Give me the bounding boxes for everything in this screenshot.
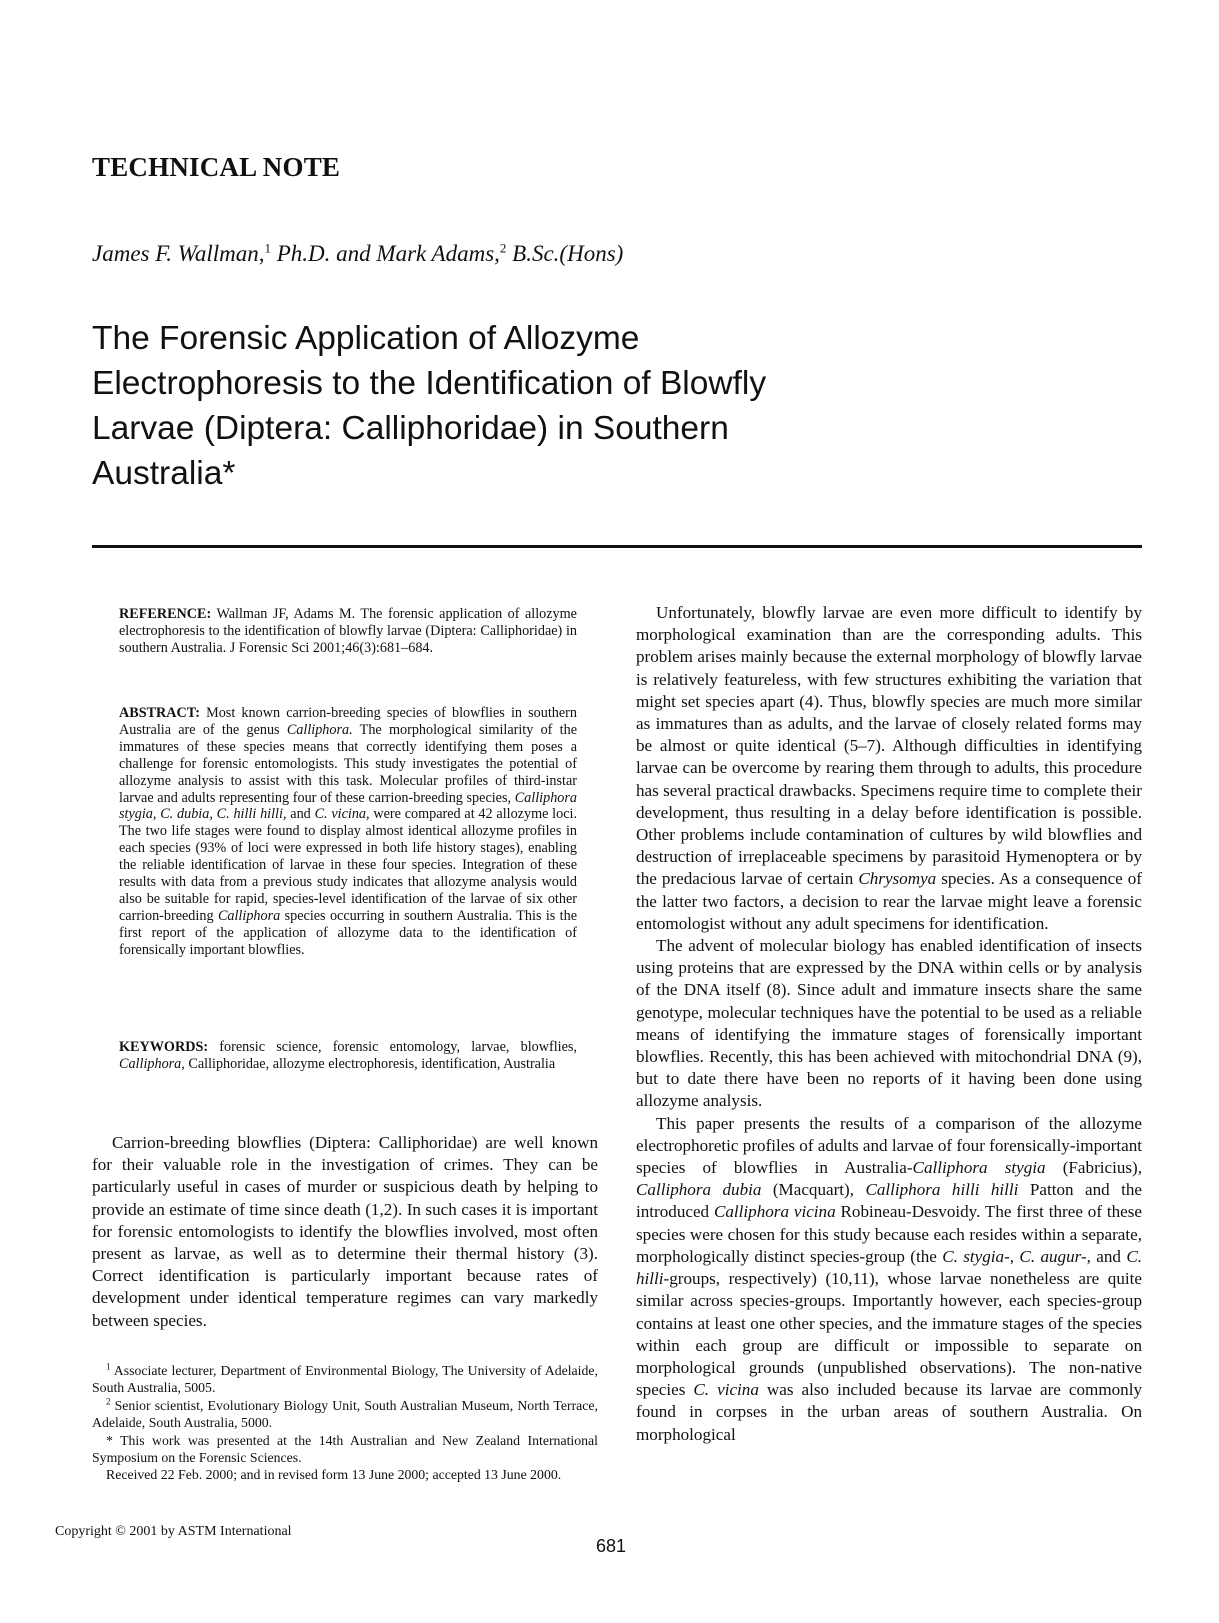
- paragraph-text: (Fabricius),: [1062, 1158, 1143, 1178]
- species-name: Calliphora dubia: [636, 1180, 762, 1200]
- footnote-text: Senior scientist, Evolutionary Biology Unit, South Australian Museum, North Terrace, Adelaide, South Australia, 5000.: [92, 1397, 598, 1431]
- author-line: [92, 241, 623, 267]
- title-divider: [92, 545, 1142, 548]
- author-1-name: James F. Wallman,: [92, 241, 265, 266]
- abstract-species: C. vicina,: [314, 806, 370, 823]
- paragraph-text: -groups, respectively) (10,11), whose larvae nonetheless are quite similar across species-groups. Importantly however, each species-group contains at least one other species, and the immature stages of the species within each group are difficult or impossible to separate on morphological grounds (unpublished observations). The non-native species: [636, 1269, 1142, 1400]
- footnote-2: [92, 1397, 598, 1432]
- body-paragraph: Carrion-breeding blowflies (Diptera: Calliphoridae) are well known for their valuable role in the investigation of crimes. They can be particularly useful in cases of murder or suspicious death by helping to provide an estimate of time since death (1,2). In such cases it is important for forensic entomologists to identify the blowflies involved, most often present as larvae, as well as to determine their thermal history (3). Correct identification is particularly important because rates of development under identical temperature regimes can vary markedly between species.: [92, 1133, 598, 1330]
- abstract-label: ABSTRACT:: [119, 705, 200, 721]
- footnote-1: [92, 1362, 598, 1397]
- paragraph-text: This paper presents the results of a comparison of the allozyme electrophoretic profiles of adults and larvae of four forensically-important species of blowflies in Australia-: [636, 1113, 1142, 1178]
- body-paragraph: The advent of molecular biology has enabled identification of insects using proteins that are expressed by the DNA within cells or by analysis of the DNA itself (8). Since adult and immature insects share the same genotype, molecular techniques have the potential to be used as a reliable means of identifying the immature stages of forensically important blowflies. Recently, this has been achieved with mitochondrial DNA (9), but to date there have been no reports of it having been done using allozyme analysis.: [636, 936, 1142, 1111]
- copyright-notice: Copyright © 2001 by ASTM International: [55, 1524, 292, 1539]
- keywords-label: KEYWORDS:: [119, 1039, 209, 1055]
- reference-block: [119, 606, 577, 657]
- body-column-left: [92, 1132, 598, 1332]
- reference-text: Wallman JF, Adams M. The forensic application of allozyme electrophoresis to the identification of blowfly larvae (Diptera: Calliphoridae) in southern Australia. J Forensic Sci 2001;46(3):681–684.: [119, 606, 577, 656]
- species-group-names: C. hilli: [636, 1246, 1143, 1289]
- title-line: Larvae (Diptera: Calliphoridae) in Southern: [92, 410, 729, 447]
- species-name: Calliphora stygia: [912, 1158, 1046, 1178]
- footnote-mark: 2: [106, 1396, 111, 1407]
- abstract-species: Calliphora stygia, C. dubia, C. hilli hilli,: [119, 789, 577, 823]
- footnotes: [92, 1362, 598, 1484]
- species-name: Calliphora vicina: [713, 1202, 836, 1222]
- author-2-degree: B.Sc.(Hons): [506, 241, 624, 266]
- paper-title: [92, 316, 872, 496]
- species-group-names: C. stygia-, C. augur-,: [942, 1246, 1091, 1266]
- author-1-degree-and-author-2-name: Ph.D. and Mark Adams,: [271, 241, 500, 266]
- keywords-block: [119, 1039, 577, 1073]
- body-column-right: [636, 602, 1142, 1446]
- keywords-text: Calliphoridae, allozyme electrophoresis, identification, Australia: [188, 1055, 556, 1072]
- reference-label: REFERENCE:: [119, 606, 212, 622]
- abstract-text: and: [290, 806, 311, 823]
- species-name: C. vicina: [693, 1380, 759, 1400]
- abstract-block: [119, 705, 577, 959]
- abstract-text: Most known carrion-breeding species of blowflies in southern Australia are of the genus: [119, 705, 577, 738]
- paragraph-text: Robineau-Desvoidy. The first three of these species were chosen for this study because each resides within a separate, morphologically distinct species-group (the: [636, 1202, 1142, 1266]
- paragraph-text: Patton and the introduced: [636, 1180, 1142, 1222]
- affiliation-mark-2: 2: [499, 240, 507, 256]
- paragraph-text: (Macquart),: [772, 1180, 854, 1200]
- paragraph-text: was also included because its larvae are commonly found in corpses in the urban areas of southern Australia. On morphological: [636, 1380, 1143, 1444]
- abstract-text: species occurring in southern Australia. This is the first report of the application of allozyme data to the identification of forensically important blowflies.: [119, 907, 578, 958]
- footnote-mark: 1: [106, 1361, 111, 1372]
- page-number: 681: [596, 1536, 627, 1556]
- species-name: Calliphora hilli hilli: [865, 1180, 1019, 1200]
- paragraph-text: and: [1096, 1246, 1121, 1266]
- title-line: Australia*: [92, 455, 236, 492]
- paragraph-text: Unfortunately, blowfly larvae are even more difficult to identify by morphological examination than are the corresponding adults. This problem arises mainly because the external morphology of blowfly larvae is relatively featureless, with few structures exhibiting the variation that might set species apart (4). Thus, blowfly species are much more similar as immatures than as adults, and the larvae of closely related forms may be almost or quite identical (5–7). Although difficulties in identifying larvae can be overcome by rearing them through to adults, this procedure has several practical drawbacks. Specimens require time to complete their development, thus resulting in a delay before identification is possible. Other problems include contamination of cultures by wild blowflies and destruction of irreplaceable specimens by parasitoid Hymenoptera or by the predacious larvae of certain: [636, 603, 1142, 889]
- keywords-text: forensic science, forensic entomology, larvae, blowflies,: [219, 1039, 577, 1055]
- body-paragraph: [636, 1113, 1142, 1446]
- footnote-presentation: * This work was presented at the 14th Australian and New Zealand International Symposium on the Forensic Sciences.: [92, 1432, 598, 1466]
- abstract-genus: Calliphora: [217, 907, 281, 924]
- body-paragraph: [636, 602, 1142, 935]
- affiliation-mark-1: 1: [264, 240, 271, 256]
- title-line: Electrophoresis to the Identification of Blowfly: [92, 365, 767, 402]
- abstract-text: The morphological similarity of the immatures of these species means that correctly identifying them poses a challenge for forensic entomologists. This study investigates the potential of allozyme analysis to assist with this task. Molecular profiles of third-instar larvae and adults representing four of these carrion-breeding species,: [119, 721, 577, 806]
- footnote-text: Associate lecturer, Department of Environmental Biology, The University of Adelaide, South Australia, 5005.: [92, 1363, 598, 1396]
- paragraph-text: species. As a consequence of the latter two factors, a decision to rear the larvae might leave a forensic entomologist without any adult specimens for identification.: [636, 869, 1142, 933]
- abstract-genus: Calliphora.: [286, 721, 353, 738]
- title-line: The Forensic Application of Allozyme: [92, 320, 640, 357]
- abstract-text: were compared at 42 allozyme loci. The two life stages were found to display almost identical allozyme profiles in each species (93% of loci were expressed in both life history stages), enabling the reliable identification of larvae in these four species. Integration of these results with data from a previous study indicates that allozyme analysis would also be suitable for rapid, species-level identification of the larvae of six other carrion-breeding: [119, 806, 578, 924]
- section-label: TECHNICAL NOTE: [92, 152, 341, 182]
- genus-name: Chrysomya: [858, 869, 937, 889]
- footnote-received: Received 22 Feb. 2000; and in revised form 13 June 2000; accepted 13 June 2000.: [106, 1467, 562, 1483]
- keywords-genus: Calliphora,: [119, 1055, 185, 1072]
